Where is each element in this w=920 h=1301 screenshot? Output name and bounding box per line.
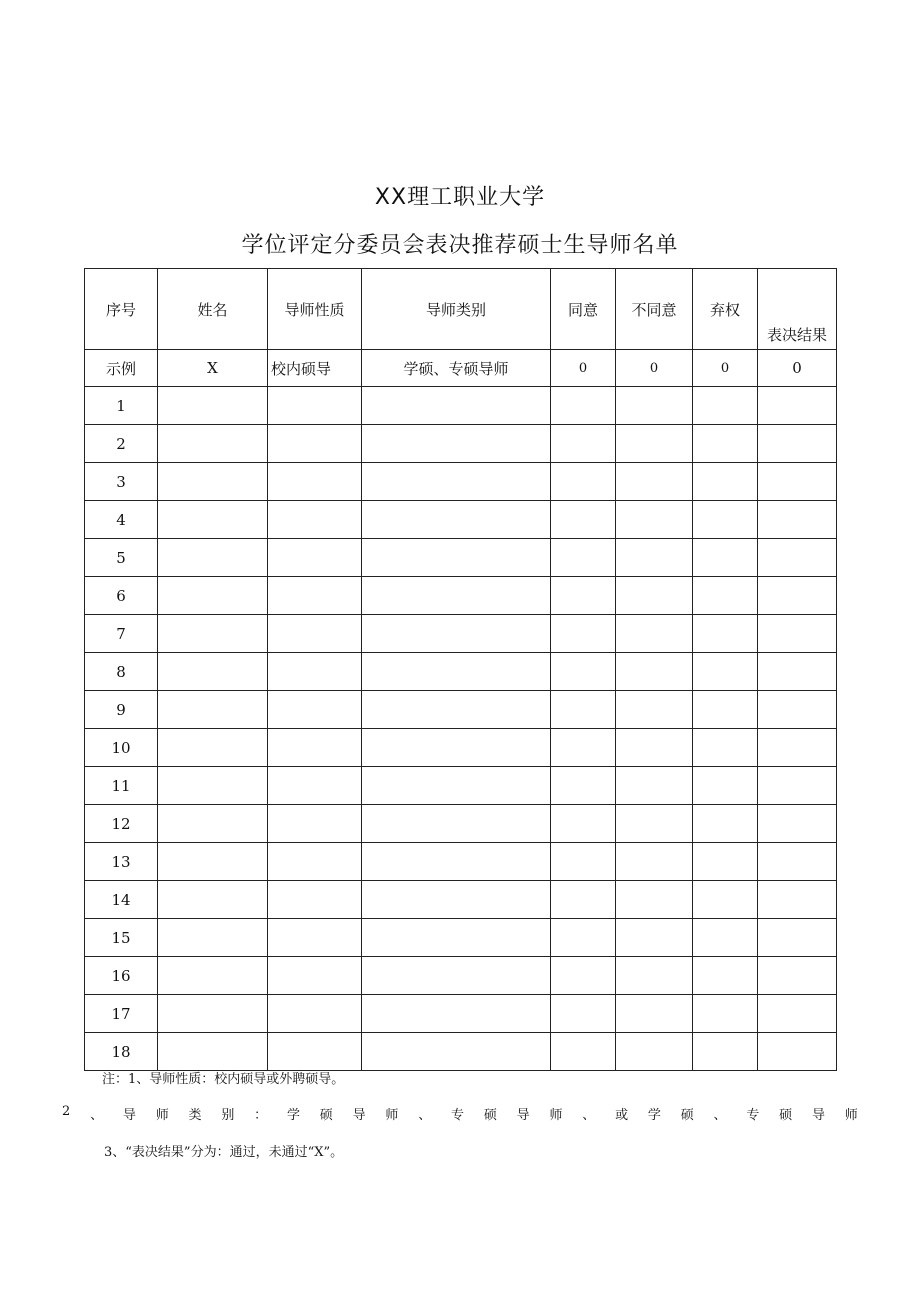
empty-cell — [693, 995, 758, 1033]
empty-cell — [758, 539, 837, 577]
empty-cell — [362, 653, 551, 691]
empty-cell — [362, 577, 551, 615]
header-result: 表决结果 — [758, 269, 837, 350]
empty-cell — [616, 653, 693, 691]
note-2-char: 类 — [188, 1108, 202, 1123]
empty-cell — [362, 425, 551, 463]
empty-cell — [362, 805, 551, 843]
empty-cell — [551, 995, 616, 1033]
empty-cell — [158, 501, 268, 539]
empty-cell — [693, 615, 758, 653]
row-number: 18 — [85, 1033, 158, 1071]
empty-cell — [158, 957, 268, 995]
sample-abstain: 0 — [693, 350, 758, 387]
empty-cell — [268, 843, 362, 881]
empty-cell — [758, 387, 837, 425]
empty-cell — [551, 577, 616, 615]
note-2-char: 专 — [746, 1108, 760, 1123]
empty-cell — [362, 843, 551, 881]
row-number: 3 — [85, 463, 158, 501]
empty-cell — [268, 805, 362, 843]
empty-cell — [758, 463, 837, 501]
row-number: 12 — [85, 805, 158, 843]
sample-name: X — [158, 350, 268, 387]
empty-cell — [158, 539, 268, 577]
empty-cell — [693, 463, 758, 501]
empty-cell — [758, 957, 837, 995]
empty-cell — [616, 843, 693, 881]
note-2-char: 导 — [352, 1108, 366, 1123]
sample-row — [85, 350, 837, 387]
empty-cell — [362, 691, 551, 729]
empty-cell — [158, 691, 268, 729]
note-2-char: 导 — [811, 1108, 825, 1123]
note-2-char: 师 — [155, 1108, 169, 1123]
note-2-char: 硕 — [779, 1108, 793, 1123]
table-row — [85, 729, 837, 767]
table-row — [85, 767, 837, 805]
header-name: 姓名 — [158, 269, 268, 350]
empty-cell — [362, 957, 551, 995]
empty-cell — [268, 729, 362, 767]
note-2-char: 硕 — [680, 1108, 694, 1123]
empty-cell — [268, 767, 362, 805]
empty-cell — [551, 615, 616, 653]
empty-cell — [362, 539, 551, 577]
empty-cell — [758, 425, 837, 463]
empty-cell — [693, 425, 758, 463]
empty-cell — [158, 805, 268, 843]
note-2-char: 导 — [122, 1108, 136, 1123]
empty-cell — [616, 615, 693, 653]
row-number: 1 — [85, 387, 158, 425]
empty-cell — [158, 1033, 268, 1071]
empty-cell — [693, 843, 758, 881]
row-number: 15 — [85, 919, 158, 957]
note-2-char: 、 — [90, 1108, 104, 1123]
empty-cell — [693, 805, 758, 843]
empty-cell — [758, 767, 837, 805]
empty-cell — [551, 425, 616, 463]
document-subtitle: 学位评定分委员会表决推荐硕士生导师名单 — [241, 233, 679, 258]
empty-cell — [362, 501, 551, 539]
sample-disagree: 0 — [616, 350, 693, 387]
note-2-char: 或 — [615, 1108, 629, 1123]
table-row — [85, 539, 837, 577]
empty-cell — [616, 577, 693, 615]
empty-cell — [551, 767, 616, 805]
table-row — [85, 1033, 837, 1071]
empty-cell — [362, 615, 551, 653]
table-row — [85, 615, 837, 653]
empty-cell — [616, 957, 693, 995]
empty-cell — [616, 387, 693, 425]
row-number: 2 — [85, 425, 158, 463]
empty-cell — [268, 539, 362, 577]
table-row — [85, 843, 837, 881]
table-row — [85, 881, 837, 919]
empty-cell — [758, 1033, 837, 1071]
header-disagree: 不同意 — [616, 269, 693, 350]
empty-cell — [268, 1033, 362, 1071]
empty-cell — [616, 805, 693, 843]
row-number: 8 — [85, 653, 158, 691]
empty-cell — [158, 653, 268, 691]
empty-cell — [693, 501, 758, 539]
table-row — [85, 501, 837, 539]
empty-cell — [551, 843, 616, 881]
note-2-char: 2 — [62, 1104, 71, 1119]
empty-cell — [268, 919, 362, 957]
empty-cell — [616, 767, 693, 805]
empty-cell — [758, 805, 837, 843]
row-number: 13 — [85, 843, 158, 881]
empty-cell — [693, 691, 758, 729]
empty-cell — [693, 539, 758, 577]
table-row — [85, 387, 837, 425]
empty-cell — [551, 919, 616, 957]
empty-cell — [616, 881, 693, 919]
note-2-char: 、 — [713, 1108, 727, 1123]
empty-cell — [362, 729, 551, 767]
sample-result: 0 — [758, 350, 837, 387]
empty-cell — [758, 501, 837, 539]
table-row — [85, 995, 837, 1033]
sample-nature: 校内硕导 — [268, 350, 362, 387]
empty-cell — [693, 881, 758, 919]
note-2-char: 硕 — [483, 1108, 497, 1123]
empty-cell — [758, 577, 837, 615]
table-row — [85, 957, 837, 995]
row-number: 9 — [85, 691, 158, 729]
note-2-char: 硕 — [319, 1108, 333, 1123]
header-abstain: 弃权 — [693, 269, 758, 350]
row-number: 5 — [85, 539, 158, 577]
table-row — [85, 425, 837, 463]
empty-cell — [158, 577, 268, 615]
empty-cell — [551, 463, 616, 501]
empty-cell — [268, 387, 362, 425]
table-row — [85, 805, 837, 843]
empty-cell — [551, 1033, 616, 1071]
empty-cell — [758, 729, 837, 767]
empty-cell — [362, 919, 551, 957]
empty-cell — [362, 995, 551, 1033]
table-row — [85, 919, 837, 957]
note-2-char: 师 — [549, 1108, 563, 1123]
empty-cell — [268, 995, 362, 1033]
note-2-char: 导 — [516, 1108, 530, 1123]
empty-cell — [693, 387, 758, 425]
row-number: 14 — [85, 881, 158, 919]
note-3: 3、“表决结果”分为：通过，未通过“X”。 — [104, 1145, 344, 1160]
empty-cell — [158, 843, 268, 881]
empty-cell — [758, 615, 837, 653]
empty-cell — [362, 463, 551, 501]
row-number: 7 — [85, 615, 158, 653]
empty-cell — [158, 425, 268, 463]
note-2-char: 、 — [418, 1108, 432, 1123]
empty-cell — [268, 653, 362, 691]
empty-cell — [693, 767, 758, 805]
empty-cell — [268, 957, 362, 995]
empty-cell — [158, 767, 268, 805]
row-number: 4 — [85, 501, 158, 539]
document-title: XX理工职业大学 — [374, 185, 546, 210]
table-row — [85, 577, 837, 615]
empty-cell — [693, 653, 758, 691]
empty-cell — [551, 805, 616, 843]
empty-cell — [758, 843, 837, 881]
empty-cell — [616, 539, 693, 577]
table-row — [85, 463, 837, 501]
empty-cell — [616, 691, 693, 729]
empty-cell — [693, 729, 758, 767]
empty-cell — [551, 387, 616, 425]
empty-cell — [693, 957, 758, 995]
empty-cell — [616, 995, 693, 1033]
empty-cell — [268, 615, 362, 653]
empty-cell — [268, 463, 362, 501]
note-2-char: 师 — [385, 1108, 399, 1123]
empty-cell — [268, 425, 362, 463]
empty-cell — [758, 881, 837, 919]
empty-cell — [616, 729, 693, 767]
empty-cell — [268, 881, 362, 919]
empty-cell — [758, 653, 837, 691]
empty-cell — [551, 881, 616, 919]
empty-cell — [693, 919, 758, 957]
header-category: 导师类别 — [362, 269, 551, 350]
empty-cell — [158, 387, 268, 425]
row-number: 17 — [85, 995, 158, 1033]
empty-cell — [758, 995, 837, 1033]
empty-cell — [616, 463, 693, 501]
sample-agree: 0 — [551, 350, 616, 387]
empty-cell — [616, 919, 693, 957]
note-2-char: 、 — [582, 1108, 596, 1123]
empty-cell — [362, 767, 551, 805]
empty-cell — [551, 539, 616, 577]
empty-cell — [616, 501, 693, 539]
header-agree: 同意 — [551, 269, 616, 350]
empty-cell — [551, 691, 616, 729]
empty-cell — [158, 995, 268, 1033]
empty-cell — [158, 729, 268, 767]
empty-cell — [362, 387, 551, 425]
empty-cell — [758, 691, 837, 729]
empty-cell — [158, 615, 268, 653]
row-number: 10 — [85, 729, 158, 767]
row-number: 6 — [85, 577, 158, 615]
empty-cell — [551, 957, 616, 995]
empty-cell — [268, 577, 362, 615]
note-2-char: 专 — [451, 1108, 465, 1123]
empty-cell — [268, 691, 362, 729]
empty-cell — [693, 1033, 758, 1071]
table-row — [85, 653, 837, 691]
note-2-char: 别 — [221, 1108, 235, 1123]
empty-cell — [551, 653, 616, 691]
empty-cell — [551, 501, 616, 539]
empty-cell — [362, 881, 551, 919]
empty-cell — [158, 881, 268, 919]
note-2 — [62, 1104, 858, 1123]
row-number: 16 — [85, 957, 158, 995]
empty-cell — [158, 463, 268, 501]
empty-cell — [551, 729, 616, 767]
empty-cell — [693, 577, 758, 615]
mentor-vote-table — [84, 268, 837, 1071]
table-row — [85, 691, 837, 729]
empty-cell — [616, 425, 693, 463]
empty-cell — [362, 1033, 551, 1071]
note-2-char: ： — [254, 1108, 268, 1123]
note-1: 注：1、导师性质：校内硕导或外聘硕导。 — [102, 1072, 345, 1087]
note-2-char: 师 — [844, 1108, 858, 1123]
empty-cell — [158, 919, 268, 957]
row-number: 11 — [85, 767, 158, 805]
header-seq: 序号 — [85, 269, 158, 350]
sample-seq: 示例 — [85, 350, 158, 387]
note-2-char: 学 — [286, 1108, 300, 1123]
note-2-char: 学 — [647, 1108, 661, 1123]
empty-cell — [616, 1033, 693, 1071]
header-nature: 导师性质 — [268, 269, 362, 350]
header-row — [85, 269, 837, 350]
empty-cell — [268, 501, 362, 539]
sample-category: 学硕、专硕导师 — [362, 350, 551, 387]
empty-cell — [758, 919, 837, 957]
